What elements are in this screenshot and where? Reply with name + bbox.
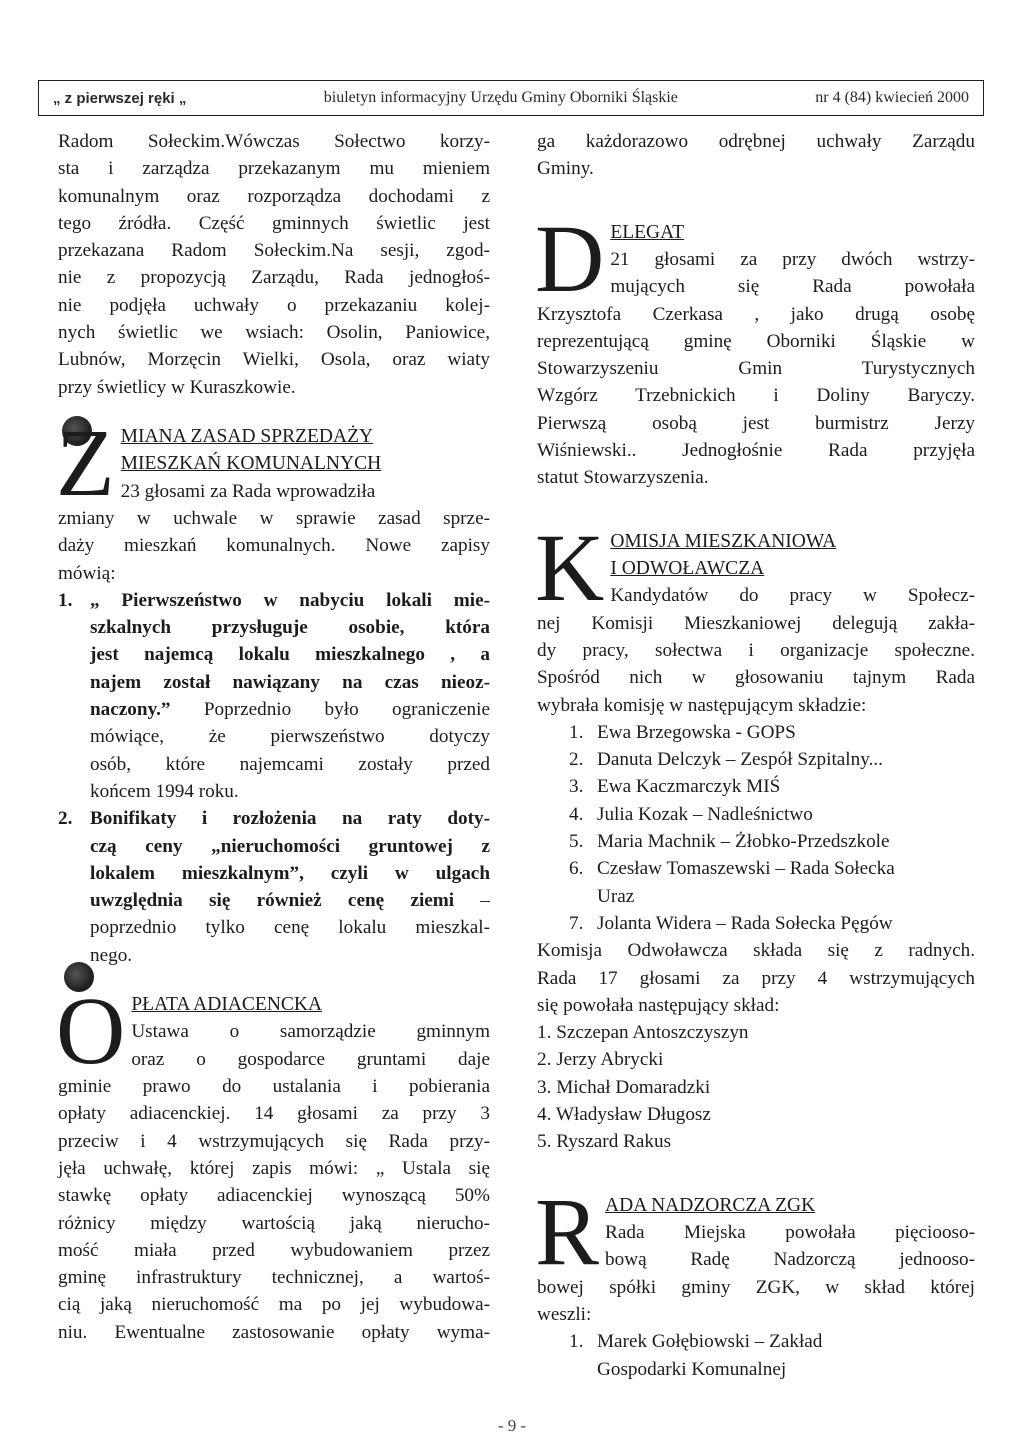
text-line: końcem 1994 roku. (90, 780, 239, 802)
text-line: Komisja Odwoławcza składa się z radnych. (537, 940, 975, 962)
list-item (537, 1074, 975, 1101)
dropcap-o: O (56, 977, 126, 1085)
text-line (90, 887, 490, 914)
member-name: Czesław Tomaszewski – Rada Sołecka Uraz (597, 858, 895, 907)
text-line: czą ceny „nieruchomości gruntowej z (90, 835, 490, 857)
member-name: Julia Kozak – Nadleśnictwo (597, 803, 813, 825)
text-line: bowej spółki gminy ZGK, w skład której (537, 1276, 975, 1298)
section-title: ELEGAT (610, 221, 684, 243)
text-line: mujących się Rada powołała (610, 276, 975, 298)
text-line: się powołała następujący skład: (537, 994, 780, 1016)
text-line: nie z propozycją Zarządu, Rada jednogłoś- (58, 267, 490, 289)
list-item (537, 746, 975, 773)
member-name: Władysław Długosz (555, 1104, 711, 1126)
member-name: Danuta Delczyk – Zespół Szpitalny... (597, 749, 883, 771)
list-item (537, 1328, 975, 1383)
section-oplata (56, 977, 490, 1346)
section-zmiana (56, 408, 491, 969)
member-name: Maria Machnik – Żłobko-Przedszkole (597, 831, 890, 853)
list-item (537, 910, 975, 937)
list-number: 6. (569, 858, 584, 880)
list-number: 5. (569, 831, 584, 853)
text-line: Wzgórz Trzebnickich i Doliny Baryczy. (537, 385, 975, 407)
header-issue: nr 4 (84) kwiecień 2000 (815, 89, 969, 106)
commission-members-list (537, 719, 975, 937)
list-number: 1. (58, 589, 73, 611)
dropcap-r: R (535, 1177, 600, 1285)
list-item (58, 805, 490, 969)
text-line: mówiące, że pierwszeństwo dotyczy (90, 726, 490, 748)
text-line: 21 głosami za przy dwóch wstrzy- (610, 248, 975, 270)
list-number: 1. (569, 721, 584, 743)
bold-fragment: naczony.” (90, 699, 171, 721)
text-line: Radom Sołeckim.Wówczas Sołectwo korzy- (58, 131, 490, 152)
text-line: wybrała komisję w następującym składzie: (537, 694, 867, 716)
list-item (537, 773, 975, 800)
dropcap-k: K (535, 513, 605, 621)
text-line: Bonifikaty i rozłożenia na raty doty- (90, 808, 490, 830)
member-name: Marek Gołębiowski – Zakład Gospodarki Komunalnej (597, 1331, 823, 1380)
text-line: reprezentującą gminę Oborniki Śląskie w (537, 330, 975, 352)
text-line: Wiśniewski.. Jednogłośnie Rada przyjęła (537, 440, 975, 462)
text-line: daży mieszkań komunalnych. Nowe zapisy (58, 535, 490, 557)
text-line: przeciw i 4 wstrzymujących się Rada przy- (58, 1130, 490, 1152)
section-title: I ODWOŁAWCZA (610, 557, 765, 579)
text-line: mość miała przed wybudowaniem przez (58, 1239, 490, 1261)
section-title: MIESZKAŃ KOMUNALNYCH (120, 453, 382, 475)
text-line: cią jaką nieruchomość ma po jej wybudowa- (58, 1294, 490, 1316)
text-line: przekazana Radom Sołeckim.Na sesji, zgod- (58, 240, 490, 262)
text-line: oraz o gospodarce gruntami daje (131, 1048, 490, 1070)
member-name: Ewa Kaczmarczyk MIŚ (597, 776, 781, 798)
list-number: 1. (537, 1022, 552, 1044)
text-line: Krzysztofa Czerkasa , jako drugą osobę (537, 303, 975, 325)
header-title: biuletyn informacyjny Urzędu Gminy Oborniki Śląskie (323, 89, 678, 106)
header-tagline: „ z pierwszej ręki „ (53, 89, 187, 107)
section-komisja (535, 513, 975, 1156)
dropcap-z: Z (56, 408, 115, 516)
section-delegat (535, 204, 975, 492)
text-line: statut Stowarzyszenia. (537, 467, 709, 489)
section-title: PŁATA ADIACENCKA (131, 994, 323, 1016)
section-title: MIANA ZASAD SPRZEDAŻY (120, 425, 374, 447)
text-line: niu. Ewentualne zastosowanie opłaty wyma- (58, 1321, 490, 1343)
text-line: stawkę opłaty adiacenckiej wynoszącą 50% (58, 1185, 490, 1207)
text-line: nie podjęła uchwały o przekazaniu kolej- (58, 294, 490, 316)
text-line: 23 głosami za Rada wprowadziła (120, 480, 376, 502)
member-name: Ryszard Rakus (556, 1131, 672, 1153)
member-name: Ewa Brzegowska - GOPS (597, 721, 796, 743)
list-item (537, 801, 975, 828)
text-line: nego. (90, 944, 133, 966)
text-line: mówią: (58, 562, 116, 584)
text-fragment: – (454, 890, 491, 912)
section-rada (535, 1177, 975, 1383)
list-number: 4. (537, 1104, 552, 1126)
text-line: przy świetlicy w Kuraszkowie. (58, 376, 296, 398)
list-item (537, 1101, 975, 1128)
list-number: 4. (569, 803, 584, 825)
list-number: 7. (569, 912, 584, 934)
text-line: Gminy. (537, 158, 594, 180)
text-line: komunalnym oraz rozporządza dochodami z (58, 185, 490, 207)
list-item (537, 1128, 975, 1155)
text-line: „ Pierwszeństwo w nabyciu lokali mie- (90, 589, 490, 611)
list-item (537, 1019, 975, 1046)
list-item (537, 828, 975, 855)
text-line: nych świetlic we wsiach: Osolin, Paniowice, (58, 322, 490, 344)
text-line: różnicy między wartością jaką nierucho- (58, 1212, 490, 1234)
list-number: 3. (569, 776, 584, 798)
text-line: Rada 17 głosami za przy 4 wstrzymujących (537, 967, 975, 989)
bold-fragment: uwzględnia się również cenę ziemi (90, 890, 455, 912)
text-fragment: Poprzednio było ograniczenie (170, 699, 490, 721)
section-title: ADA NADZORCZA ZGK (605, 1194, 816, 1216)
appeal-members-list (537, 1019, 975, 1155)
text-line: jęła uchwałę, której zapis mówi: „ Ustala się (58, 1157, 490, 1179)
list-item (537, 719, 975, 746)
list-number: 2. (58, 808, 73, 830)
section-title: OMISJA MIESZKANIOWA (610, 530, 837, 552)
list-number: 5. (537, 1131, 552, 1153)
member-name: Jerzy Abrycki (556, 1049, 664, 1071)
text-line (90, 696, 490, 723)
left-column (58, 128, 490, 1346)
text-line: sta i zarządza przekazanym mu mieniem (58, 158, 490, 180)
text-line: Pierwszą osobą jest burmistrz Jerzy (537, 412, 975, 434)
member-name: Jolanta Widera – Rada Sołecka Pęgów (597, 912, 893, 934)
intro-paragraph (58, 128, 490, 401)
text-line: tego źródła. Część gminnych świetlic jest (58, 212, 490, 234)
right-column (537, 128, 975, 1383)
list-item (537, 855, 975, 910)
text-line: Spośród nich w głosowaniu tajnym Rada (537, 667, 975, 689)
list-number: 2. (569, 749, 584, 771)
text-line: opłaty adiacenckiej. 14 głosami za przy 3 (58, 1103, 490, 1125)
board-members-list (537, 1328, 975, 1383)
text-line: dy pracy, sołectwa i organizacje społeczne. (537, 639, 975, 661)
list-number: 3. (537, 1076, 552, 1098)
text-line: Kandydatów do pracy w Społecz- (610, 585, 975, 607)
text-line: gminę infrastruktury technicznej, a wartoś- (58, 1267, 490, 1289)
continued-paragraph (537, 128, 975, 183)
bulletin-header (38, 80, 984, 116)
member-name: Michał Domaradzki (556, 1076, 711, 1098)
text-line: Ustawa o samorządzie gminnym (131, 1021, 490, 1043)
text-line: poprzednio tylko cenę lokalu mieszkal- (90, 917, 490, 939)
text-line: Lubnów, Morzęcin Wielki, Osola, oraz wiaty (58, 349, 490, 371)
text-line: jest najemcą lokalu mieszkalnego , a (90, 644, 490, 666)
list-number: 2. (537, 1049, 552, 1071)
text-line: bową Radę Nadzorczą jednooso- (605, 1249, 975, 1271)
list-item (537, 1046, 975, 1073)
text-line: nej Komisji Mieszkaniowej delegują zakła- (537, 612, 975, 634)
text-line: szkalnych przysługuje osobie, która (90, 617, 490, 639)
rules-list (58, 587, 490, 969)
text-line: Stowarzyszeniu Gmin Turystycznych (537, 358, 975, 380)
text-line: Rada Miejska powołała pięciooso- (605, 1221, 975, 1243)
list-item (58, 587, 490, 805)
text-line: najem został nawiązany na czas nieoz- (90, 671, 490, 693)
dropcap-d: D (535, 204, 605, 312)
text-line: ga każdorazowo odrębnej uchwały Zarządu (537, 131, 975, 152)
member-name: Szczepan Antoszczyszyn (556, 1022, 749, 1044)
list-number: 1. (569, 1331, 584, 1353)
text-line: zmiany w uchwale w sprawie zasad sprze- (58, 507, 490, 529)
page-number: - 9 - (497, 1416, 527, 1435)
text-line: gminie prawo do ustalania i pobierania (58, 1076, 490, 1098)
text-line: osób, które najemcami zostały przed (90, 753, 490, 775)
text-line: weszli: (537, 1303, 592, 1325)
text-line: lokalem mieszkalnym”, czyli w ulgach (90, 862, 490, 884)
